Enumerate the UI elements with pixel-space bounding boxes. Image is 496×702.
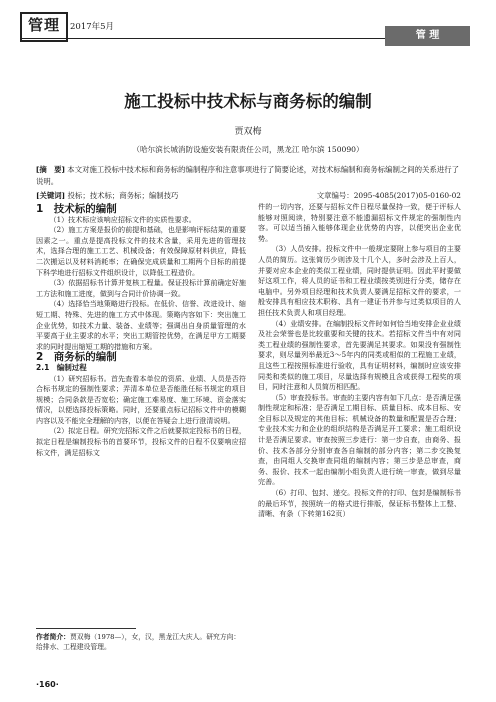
section-2-heading: 2 商务标的编制	[36, 351, 117, 364]
section-tab: 管 理	[385, 26, 470, 46]
paragraph: （2）施工方案是报价的前提和基础，也是影响评标结果的重要因素之一。重点是提高投标文件的技术含量，采用先进的管理技术，选择合理的施工工艺、机械设备；有效保障原材料供应，降低二次搬运以及材料消耗率；在确保完成质量和工期两个目标的前提下科学地进行招标文件组织设计，以降低工程造价。	[36, 225, 246, 277]
paragraph-text: （6）打印、包封、递交。投标文件的打印、包封是编制标书的最后环节，按照统一的格式进行排版，保证标书整体上工整、清晰、有条	[258, 488, 461, 519]
paragraph: （1）研究招标书。首先查看本单位的资质、业绩、人员是否符合标书规定的强制性要求；弄清本单位是否能胜任标书规定的项目规模；合同条款是否宽松；确定施工难易度、施工环境、资金落实情况，以便选择投标策略。同时，还要重点标记招标文件中的模糊内容以及不能完全理解的内容，以便在答疑会上进行澄清说明。	[36, 373, 246, 425]
article-title: 施工投标中技术标与商务标的编制	[124, 92, 372, 111]
abstract-text: 本文对施工投标中技术标和商务标的编制程序和注意事项进行了简要论述，对技术标编制和商务标编制之间的关系进行了说明。	[36, 165, 460, 186]
author-affiliation: （哈尔滨长城消防设施安装有限责任公司，黑龙江 哈尔滨 150090）	[132, 145, 364, 154]
footnote-rule	[36, 628, 136, 629]
header-rule	[20, 38, 445, 39]
page-number: ·160·	[36, 680, 59, 689]
paragraph: （3）人员安排。投标文件中一般规定要附上参与项目的主要人员的简历。这张简历少则涉及十几个人，多时会涉及上百人，并要对应本企业的类似工程业绩，同时提供证明。因此平时要做好这项工作，将人员的证书和工程业绩按类别进行分类，储存在电脑中。另外项目经理和技术负责人要满足招标文件的要求，一般安排具有相应技术职称、具有一建证书并参与过类似项目的人担任技术负责人和项目经理。	[258, 244, 461, 317]
paragraph: （2）拟定日程。研究完招标文件之后就要拟定投标书的日程，拟定日程是编制投标书的首要环节，投标文件的日程不仅要响应招标文件，满足招标文	[36, 426, 246, 457]
issue-date: 2017年5月	[70, 22, 115, 32]
keywords-label: [关键词]	[36, 191, 66, 200]
abstract-label: [摘 要]	[36, 165, 65, 174]
paragraph: （1）技术标应该响应招标文件的实质性要求。	[49, 214, 196, 224]
paragraph: （3）依据招标书计算并复核工程量。保证投标计算前确定好施工方法和施工进度，做到与合同计价协调一致。	[36, 278, 246, 298]
article-number: 文章编号：2095-4085(2017)05-0160-02	[316, 191, 461, 200]
paragraph	[258, 488, 461, 520]
section-1-heading: 1 技术标的编制	[36, 203, 117, 215]
continuation-note: （下转第162页）	[293, 509, 350, 519]
abstract	[36, 164, 461, 187]
journal-logo: 管理	[20, 12, 68, 42]
subsection-2-1-heading: 2.1 编制过程	[36, 362, 87, 372]
footnote-text: 贾双梅（1978—），女，汉，黑龙江大庆人。研究方向：给排水、工程建设管理。	[36, 633, 241, 651]
paragraph: （4）业绩安排。在编制投标文件时如何恰当地安排企业业绩及社会荣誉也是比较重要和关键的技术。若招标文件当中有对同类工程业绩的强制性要求，首先要满足其要求。如果没有强制性要求，则尽量列举最近3～5年内的同类或相似的工程施工业绩，且这些工程按照标准进行验收，具有证明材料，编制时应该安排同类和类似的施工项目，尽量选择有规模且含或获得工程奖的项目，同时注意和人员简历相匹配。	[258, 318, 461, 392]
author-footnote	[36, 632, 246, 652]
right-column	[258, 202, 461, 520]
paragraph: （5）审查投标书。审查的主要内容有如下几点：是否满足强制性规定和标准；是否满足工期目标、质量目标、成本目标、安全目标以及规定的其他目标；机械设备的数量和配置是否合理；专业技术实力和企业的组织结构是否满足开工要求；施工组织设计是否满足要求。审查按照三步进行：第一步自查，由商务、报价、技术各部分分别审查各自编制的部分内容；第二步交换复查，由同组人交换审查同组的编制内容；第三步是总审查，商务、报价、技术一起由编制小组负责人进行统一审查，做到尽量完善。	[258, 392, 461, 487]
paragraph: 件的一切内容，还要与招标文件日程尽量保持一致，便于评标人能够对照阅读，特别要注意不能遗漏招标文件规定的强制性内容。可以适当插入能够体现企业优势的内容，以便突出企业优势。	[258, 202, 461, 243]
paragraph: （4）选择恰当地策略进行投标。在低价、信誉、改进设计、缩短工期、特殊、先进的施工方式中体现。策略内容如下：突出施工企业优势，如技术力量、装备、业绩等；强调出自身质量管理的水平要高于业主要求的水平；突出工期管控优势，在满足甲方工期要求的同时提出缩短工期的措施和方案。	[36, 299, 246, 351]
article-author: 贾双梅	[234, 127, 262, 137]
left-column	[36, 204, 246, 458]
footnote-label: 作者简介：	[36, 633, 70, 641]
keywords-text: 投标；技术标；商务标；编制技巧	[67, 191, 179, 200]
keywords-row	[36, 190, 461, 201]
